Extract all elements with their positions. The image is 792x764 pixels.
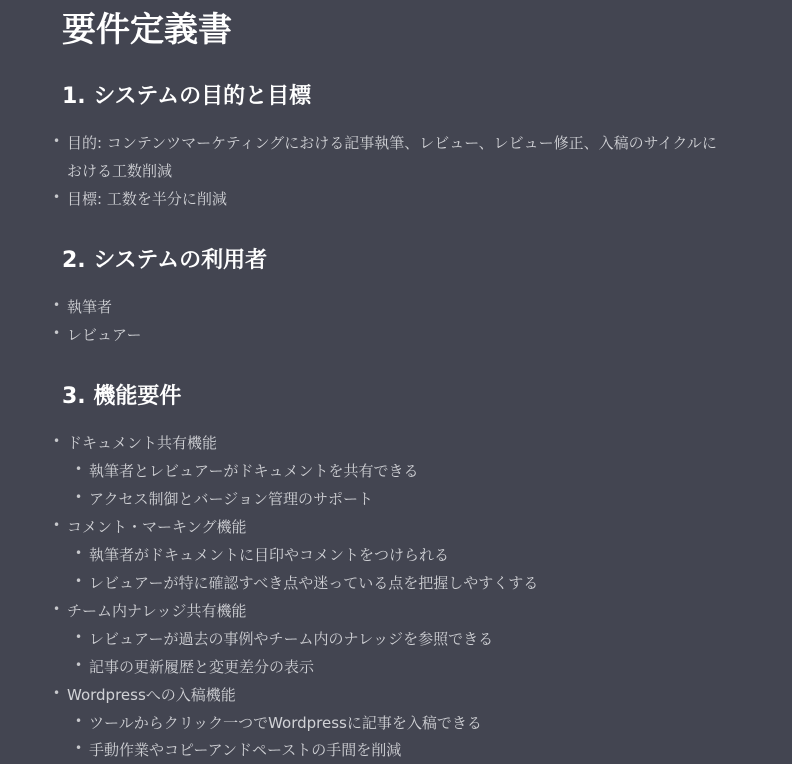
list-item-text: ドキュメント共有機能: [67, 434, 218, 452]
list-item-text: 目的: コンテンツマーケティングにおける記事執筆、レビュー、レビュー修正、入稿のサイクルにおける工数削減: [67, 134, 717, 180]
bullet-icon: •: [75, 490, 83, 504]
sub-list-item: [75, 457, 729, 485]
list-item-text: コメント・マーキング機能: [67, 518, 247, 536]
sub-list-item-text: レビュアーが特に確認すべき点や迷っている点を把握しやすくする: [89, 574, 539, 592]
list-item: [53, 321, 727, 349]
list-item-text: Wordpressへの入稿機能: [67, 686, 236, 704]
bullet-icon: •: [53, 134, 61, 148]
section-heading-features: 3. 機能要件: [62, 384, 182, 409]
bullet-icon: •: [53, 326, 61, 340]
sub-list-item: [75, 625, 729, 653]
section-heading-purpose: 1. システムの目的と目標: [62, 84, 312, 109]
sub-list-item: [75, 736, 729, 764]
sub-list-item-text: 記事の更新履歴と変更差分の表示: [89, 658, 315, 676]
bullet-icon: •: [75, 741, 83, 755]
bullet-icon: •: [53, 518, 61, 532]
bullet-icon: •: [75, 462, 83, 476]
sub-list-item: [75, 541, 729, 569]
sub-list-item-text: 執筆者とレビュアーがドキュメントを共有できる: [89, 462, 419, 480]
bullet-icon: •: [75, 658, 83, 672]
bullet-icon: •: [53, 686, 61, 700]
bullet-icon: •: [75, 574, 83, 588]
sub-list-item: [75, 485, 729, 513]
sub-list-item-text: 執筆者がドキュメントに目印やコメントをつけられる: [89, 546, 450, 564]
list-item: [53, 293, 727, 321]
section-heading-users: 2. システムの利用者: [62, 248, 268, 273]
bullet-icon: •: [75, 630, 83, 644]
bullet-icon: •: [53, 602, 61, 616]
list-item-text: チーム内ナレッジ共有機能: [67, 602, 247, 620]
sub-list-item: [75, 569, 729, 597]
list-item-text: レビュアー: [67, 326, 142, 344]
sub-list-item-text: ツールからクリック一つでWordpressに記事を入稿できる: [89, 714, 482, 732]
list-item: [53, 185, 727, 213]
bullet-icon: •: [75, 714, 83, 728]
sub-list-item-text: アクセス制御とバージョン管理のサポート: [89, 490, 373, 508]
document-title: 要件定義書: [62, 10, 232, 50]
bullet-icon: •: [75, 546, 83, 560]
bullet-icon: •: [53, 190, 61, 204]
bullet-icon: •: [53, 434, 61, 448]
bullet-icon: •: [53, 298, 61, 312]
list-item: [53, 681, 727, 709]
sub-list-item: [75, 709, 729, 737]
list-item: [53, 429, 727, 457]
list-item: [53, 129, 727, 185]
sub-list-item-text: レビュアーが過去の事例やチーム内のナレッジを参照できる: [89, 630, 494, 648]
list-item-text: 執筆者: [67, 298, 113, 316]
list-item: [53, 513, 727, 541]
list-item: [53, 597, 727, 625]
sub-list-item-text: 手動作業やコピーアンドペーストの手間を削減: [89, 741, 402, 759]
sub-list-item: [75, 653, 729, 681]
list-item-text: 目標: 工数を半分に削減: [67, 190, 227, 208]
